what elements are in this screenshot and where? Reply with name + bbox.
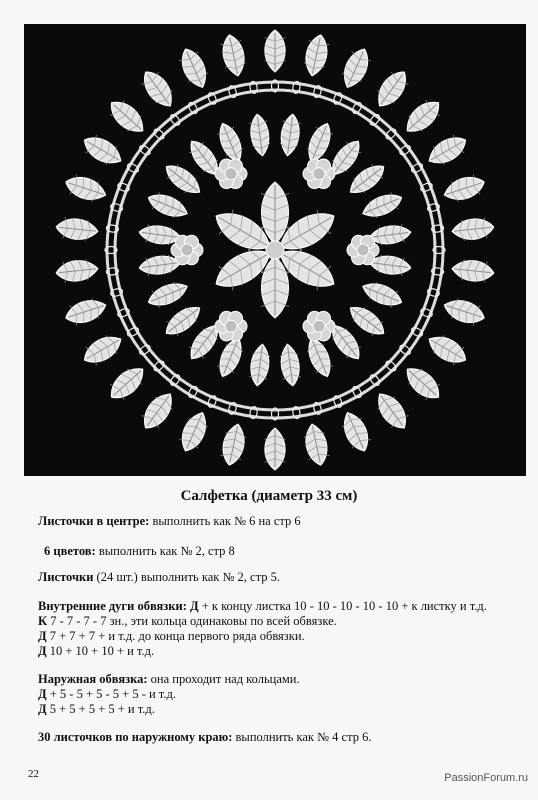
- page-title: Салфетка (диаметр 33 см): [180, 488, 358, 504]
- instruction-line: Д + 5 - 5 + 5 - 5 + 5 - и т.д.: [38, 687, 176, 701]
- outer-leaf: [219, 422, 248, 467]
- inner-leaf: [303, 334, 336, 380]
- outer-leaf: [79, 131, 126, 170]
- outer-leaf: [265, 428, 286, 470]
- braid-loop: [410, 326, 424, 338]
- inner-leaf: [145, 278, 191, 311]
- flower: [215, 159, 247, 189]
- braid-loop: [398, 343, 412, 356]
- instruction-line: Д 5 + 5 + 5 + 5 + и т.д.: [38, 702, 155, 716]
- instruction-line: Внутренние дуги обвязки: Д + к концу листка 10 - 10 - 10 - 10 - 10 + к листку и т.д.: [38, 599, 487, 613]
- braid-loop: [384, 359, 397, 372]
- inner-leaf: [278, 113, 302, 157]
- inner-leaf: [303, 120, 336, 166]
- inner-leaf: [248, 343, 272, 387]
- outer-leaf: [424, 131, 471, 170]
- inner-leaf: [359, 278, 405, 311]
- braid-loop: [169, 373, 182, 387]
- outer-leaf: [424, 330, 471, 369]
- instruction-line: 30 листочков по наружному краю: выполнить как № 4 стр 6.: [38, 730, 372, 744]
- instruction-line: Д 7 + 7 + 7 + и т.д. до конца первого ряда обвязки.: [38, 629, 305, 643]
- doily-illustration: [24, 24, 526, 476]
- braid-loop: [398, 144, 412, 157]
- instruction-line: Листочки в центре: выполнить как № 6 на стр 6: [38, 514, 301, 528]
- outer-leaf: [441, 295, 487, 328]
- outer-leaf: [302, 422, 331, 467]
- braid-loop: [384, 127, 397, 140]
- inner-leaf: [145, 189, 191, 222]
- outer-leaf: [441, 172, 487, 205]
- inner-leaf: [248, 113, 272, 157]
- center: [266, 241, 284, 259]
- braid-loop: [410, 162, 424, 174]
- flower: [347, 235, 379, 265]
- flower: [303, 311, 335, 341]
- outer-leaf: [137, 388, 179, 434]
- outer-leaf: [451, 258, 495, 283]
- braid-loop: [126, 326, 140, 338]
- braid-loop: [152, 359, 165, 372]
- braid-loop: [169, 113, 182, 127]
- outer-leaf: [371, 66, 413, 112]
- braid-loop: [138, 343, 152, 356]
- outer-leaf: [176, 45, 212, 92]
- instruction-line: Наружная обвязка: она проходит над кольцами.: [38, 672, 300, 686]
- braid-loop: [138, 144, 152, 157]
- outer-leaf: [55, 258, 99, 283]
- outer-leaf: [338, 408, 374, 455]
- instruction-line: 6 цветов: выполнить как № 2, стр 8: [44, 544, 235, 558]
- instruction-line: К 7 - 7 - 7 - 7 зн., эти кольца одинаковы по всей обвязке.: [38, 614, 337, 628]
- braid-loop: [187, 101, 199, 115]
- instruction-line: Листочки (24 шт.) выполнить как № 2, стр 5.: [38, 570, 280, 584]
- braid-loop: [126, 162, 140, 174]
- outer-leaf: [219, 33, 248, 78]
- instruction-line: Д 10 + 10 + 10 + и т.д.: [38, 644, 155, 658]
- inner-leaf: [214, 334, 247, 380]
- outer-leaf: [63, 295, 109, 328]
- inner-leaf: [278, 343, 302, 387]
- outer-leaf: [265, 30, 286, 72]
- outer-leaf: [137, 66, 179, 112]
- outer-leaf: [104, 361, 149, 405]
- watermark: PassionForum.ru: [444, 772, 528, 784]
- braid-loop: [351, 385, 363, 399]
- page-number: 22: [28, 768, 39, 780]
- outer-leaf: [371, 388, 413, 434]
- doily-photo: [24, 24, 526, 476]
- flower: [215, 311, 247, 341]
- inner-leaf: [214, 120, 247, 166]
- outer-leaf: [176, 408, 212, 455]
- braid-loop: [152, 127, 165, 140]
- braid-loop: [368, 373, 381, 387]
- outer-leaf: [302, 33, 331, 78]
- outer-leaf: [79, 330, 126, 369]
- outer-leaf: [400, 361, 445, 405]
- outer-leaf: [400, 95, 445, 139]
- braid-loop: [351, 101, 363, 115]
- flower: [171, 235, 203, 265]
- braid-loop: [368, 113, 381, 127]
- outer-leaf: [338, 45, 374, 92]
- outer-leaf: [104, 95, 149, 139]
- flower: [303, 159, 335, 189]
- outer-leaf: [63, 172, 109, 205]
- braid-loop: [187, 385, 199, 399]
- outer-leaf: [451, 217, 495, 242]
- outer-leaf: [55, 217, 99, 242]
- inner-leaf: [359, 189, 405, 222]
